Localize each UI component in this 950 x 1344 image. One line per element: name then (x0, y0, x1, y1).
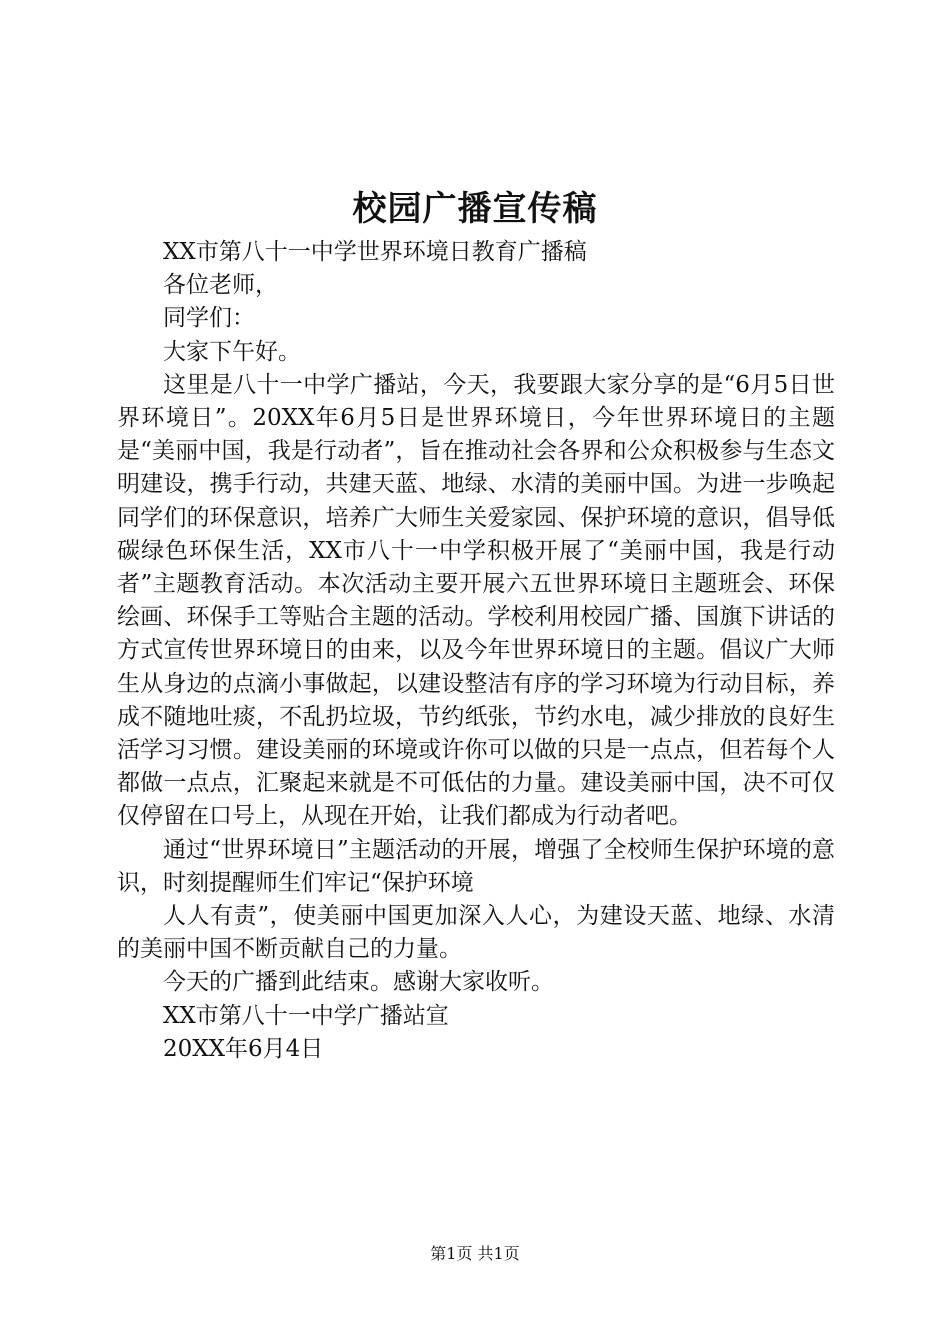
paragraph-summary-continued: 人人有责”，使美丽中国更加深入人心，为建设天蓝、地绿、水清的美丽中国不断贡献自己的力量。 (117, 903, 835, 963)
paragraph-main: 这里是八十一中学广播站，今天，我要跟大家分享的是“6月5日世界环境日”。20XX年6月5日是世界环境日，今年世界环境日的主题是“美丽中国，我是行动者”，旨在推动社会各界和公众积极参与生态文明建设，携手行动，共建天蓝、地绿、水清的美丽中国。为进一步唤起同学们的环保意识，培养广大师生关爱家园、保护环境的意识，倡导低碳绿色环保生活，XX市八十一中学积极开展了“美丽中国，我是行动者”主题教育活动。本次活动主要开展六五世界环境日主题班会、环保绘画、环保手工等贴合主题的活动。学校利用校园广播、国旗下讲话的方式宣传世界环境日的由来，以及今年世界环境日的主题。倡议广大师生从身边的点滴小事做起，以建设整洁有序的学习环境为行动目标，养成不随地吐痰，不乱扔垃圾，节约纸张，节约水电，减少排放的良好生活学习习惯。建设美丽的环境或许你可以做的只是一点点，但若每个人都做一点点，汇聚起来就是不可低估的力量。建设美丽中国，决不可仅仅停留在口号上，从现在开始，让我们都成为行动者吧。 (117, 371, 835, 830)
paragraph-salutation-students: 同学们： (163, 305, 255, 332)
document-title: 校园广播宣传稿 (352, 189, 598, 229)
paragraph-closing: 今天的广播到此结束。感谢大家收听。 (163, 969, 554, 996)
paragraph-salutation-teachers: 各位老师， (163, 272, 278, 299)
document-body (117, 236, 835, 1066)
paragraph-summary: 通过“世界环境日”主题活动的开展，增强了全校师生保护环境的意识，时刻提醒师生们牢记“保护环境 (117, 836, 835, 896)
paragraph-greeting: 大家下午好。 (163, 338, 301, 365)
paragraph-signature: XX市第八十一中学广播站宣 (163, 1002, 449, 1029)
paragraph-date: 20XX年6月4日 (163, 1035, 324, 1062)
paragraph-heading: XX市第八十一中学世界环境日教育广播稿 (163, 239, 587, 265)
page-footer: 第1页 共1页 (430, 1244, 520, 1263)
